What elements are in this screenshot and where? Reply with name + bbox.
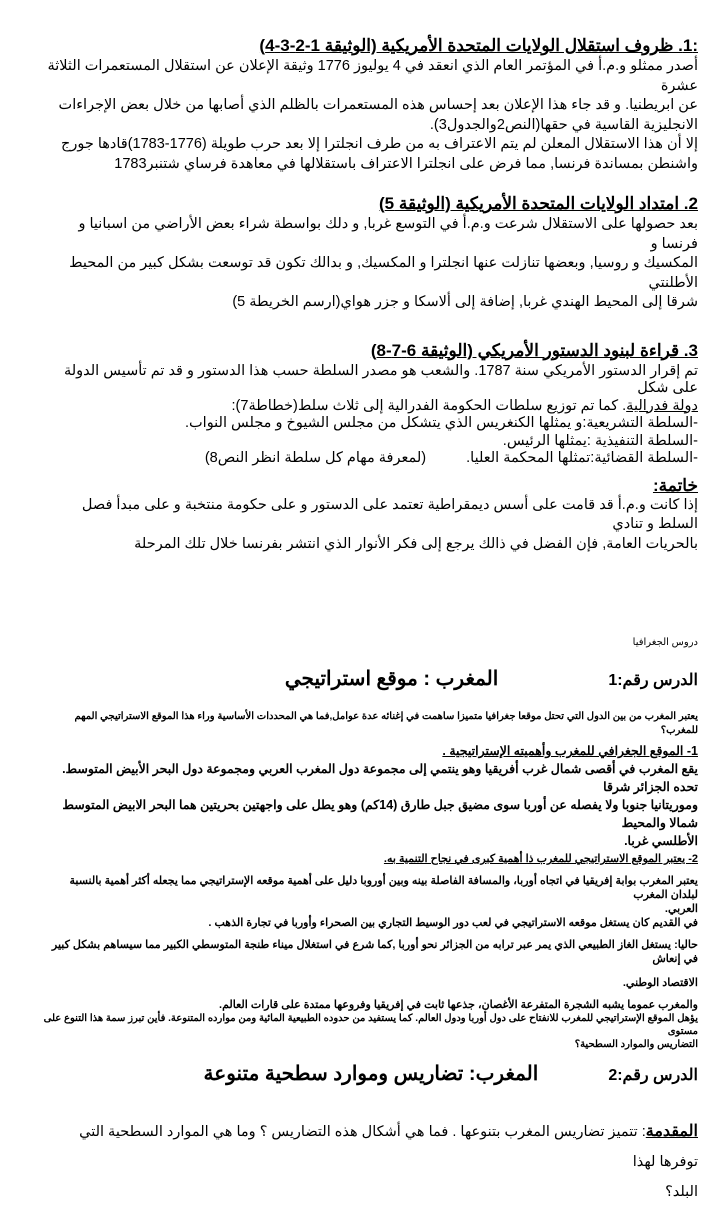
section1-heading: :1. ظروف استقلال الولايات المتحدة الأمريكية (الوثيقة 1-2-3-4) [259, 36, 698, 55]
text-line: إلا أن هذا الاستقلال المعلن لم يتم الاعتراف به من طرف انجلترا إلا بعد حرب طويلة (1776-1783)قادها جورج [60, 136, 698, 152]
text-line: الاقتصاد الوطني. [622, 977, 698, 989]
section2-heading: 2. امتداد الولايات المتحدة الأمريكية (الوثيقة 5) [379, 194, 698, 213]
conclusion-heading: خاتمة: [652, 475, 698, 495]
text-line: أصدر ممثلو و.م.أ في المؤتمر العام الذي انعقد في 4 يوليوز 1776 وثيقة الإعلان عن استقلال المستعمرات الثلاثة عشرة [47, 58, 698, 94]
section3-paragraph [40, 363, 698, 468]
text-span: . كما تم توزيع سلطات الحكومة الفدرالية إلى ثلاث سلط(خطاطة7): [231, 397, 627, 414]
lesson1-sub1-heading: 1- الموقع الجغرافي للمغرب وأهميته الإستراتيجية . [442, 744, 698, 758]
text-line [40, 450, 698, 468]
geography-header: دروس الجغرافيا [632, 637, 698, 648]
lesson2-title-row [40, 1059, 698, 1091]
text-line: يعتبر المغرب بوابة إفريقيا في اتجاه أوربا، والمسافة الفاصلة بينه وبين أوروبا دليل على أهمية موقعه الإستراتيجي مما يجعله أكثر أهمية بالنسبة لبلدان المغرب [69, 875, 698, 901]
lesson1-title: المغرب : موقع استراتيجي [284, 668, 499, 690]
text-line [40, 1117, 698, 1177]
lesson1-intro: يعتبر المغرب من بين الدول التي تحتل موقعا جغرافيا متميزا ساهمت في إغنائه عدة عوامل,فما هي المحددات الأساسية وراء هذا الموقع الاستراتيجي المهم للمغرب؟ [74, 711, 698, 736]
lesson1-sub1-paragraph [40, 760, 698, 850]
lesson2-number: الدرس رقم:2 [608, 1067, 698, 1084]
lesson1-sub2-paragraph [40, 874, 698, 1051]
text-span: -السلطة القضائية:تمثلها المحكمة العليا. [466, 450, 698, 466]
lesson1-sub2-heading: 2- يعتبر الموقع الاستراتيجي للمغرب ذا أهمية كبرى في نجاح التنمية به. [383, 853, 698, 865]
lesson2-title: المغرب: تضاريس وموارد سطحية متنوعة [203, 1063, 539, 1085]
text-line: وموريتانيا جنوبا ولا يفصله عن أوربا سوى مضيق جبل طارق (14كم) وهو يطل على واجهتين بحريتين هما البحر الابيض المتوسط شمالا والمحيط [62, 798, 698, 830]
text-line: حاليا: يستغل الغاز الطبيعي الذي يمر عبر ترابه من الجزائر نحو أوربا ,كما شرع في استغلال ميناء طنجة المتوسطي الكبير مما سيساهم بشكل كبير في إنعاش [51, 939, 698, 965]
text-line: تم إقرار الدستور الأمريكي سنة 1787. والشعب هو مصدر السلطة حسب هذا الدستور و قد تم تأسيس الدولة على شكل [63, 362, 698, 396]
text-line: بعد حصولها على الاستقلال شرعت و.م.أ في التوسع غربا, و دلك بواسطة شراء بعض الأراضي من اسبانيا و فرنسا و [78, 216, 698, 252]
conclusion-paragraph [40, 496, 698, 555]
text-line: المكسيك و روسيا, وبعضها تنازلت عنها انجلترا و المكسيك, و بدالك تكون قد توسعت بشكل كبير من المحيط الأطلنتي [69, 255, 698, 291]
text-line: واشنطن بمساندة فرنسا, مما فرض على انجلترا الاعتراف باستقلالها في معاهدة فرساي شتنبر1783 [114, 155, 698, 172]
text-line [40, 398, 698, 416]
section3-heading: 3. قراءة لبنود الدستور الأمريكي (الوثيقة 6-7-8) [370, 340, 698, 360]
text-line: -السلطة التشريعية:و يمثلها الكنغريس الذي يتشكل من مجلس الشيوخ و مجلس النواب. [184, 415, 698, 431]
federal-state-term: دولة فدرالية [626, 397, 698, 414]
text-line: في القديم كان يستغل موقعه الاستراتيجي في لعب دور الوسيط التجاري بين الصحراء وأوربا في تجارة الذهب . [208, 917, 698, 929]
text-line: بالحريات العامة, فإن الفضل في ذالك يرجع إلى فكر الأنوار الذي انتشر بفرنسا خلال تلك المرحلة [134, 535, 698, 552]
text-line: البلد؟ [665, 1184, 698, 1200]
section2-paragraph [40, 215, 698, 313]
text-line: يؤهل الموقع الإستراتيجي للمغرب للانفتاح على دول أوربا ودول العالم. كما يستفيد من حدوده الطبيعية المائية ومن موارده المتنوعة. فأين تبرز سمة هذا التنوع على مستوى [43, 1013, 698, 1037]
lesson2-intro [40, 1117, 698, 1207]
text-line: والمغرب عموما يشبه الشجرة المتفرعة الأغصان، جذعها ثابت في إفريقيا وفروعها ممتدة على قارات العالم. [219, 999, 698, 1011]
note-span: (لمعرفة مهام كل سلطة انظر النص8) [204, 450, 427, 466]
text-line: إذا كانت و.م.أ قد قامت على أسس ديمقراطية تعتمد على الدستور و على حكومة منتخبة و على مبدأ فصل السلط و تنادي [81, 496, 698, 532]
text-line: الانجليزية القاسية في حقها(النص2والجدول3). [429, 116, 698, 133]
text-line: التضاريس والموارد السطحية؟ [574, 1039, 698, 1050]
text-line: العربي. [664, 903, 698, 915]
section1-paragraph [40, 57, 698, 174]
lesson1-number: الدرس رقم:1 [608, 672, 698, 689]
intro-text: : تتميز تضاريس المغرب بتنوعها . فما هي أشكال هذه التضاريس ؟ وما هي الموارد السطحية التي توفرها لهذا [79, 1124, 698, 1170]
lesson1-title-row [40, 664, 698, 696]
intro-label: المقدمة [645, 1123, 698, 1140]
text-line: شرقا إلى المحيط الهندي غربا, إضافة إلى ألاسكا و جزر هواي(ارسم الخريطة 5) [232, 294, 698, 310]
text-line: -السلطة التنفيذية :يمثلها الرئيس. [502, 432, 698, 449]
text-line: عن ابريطنيا. و قد جاء هذا الإعلان بعد إحساس هذه المستعمرات بالظلم الذي أصابها من خلال بعض الإجراءات [58, 97, 698, 113]
text-line: يقع المغرب في أقصى شمال غرب أفريقيا وهو ينتمي إلى مجموعة دول المغرب العربي ومجموعة دول البحر الأبيض المتوسط. تحده الجزائر شرقا [62, 762, 698, 794]
text-line: الأطلسي غربا. [624, 834, 698, 848]
